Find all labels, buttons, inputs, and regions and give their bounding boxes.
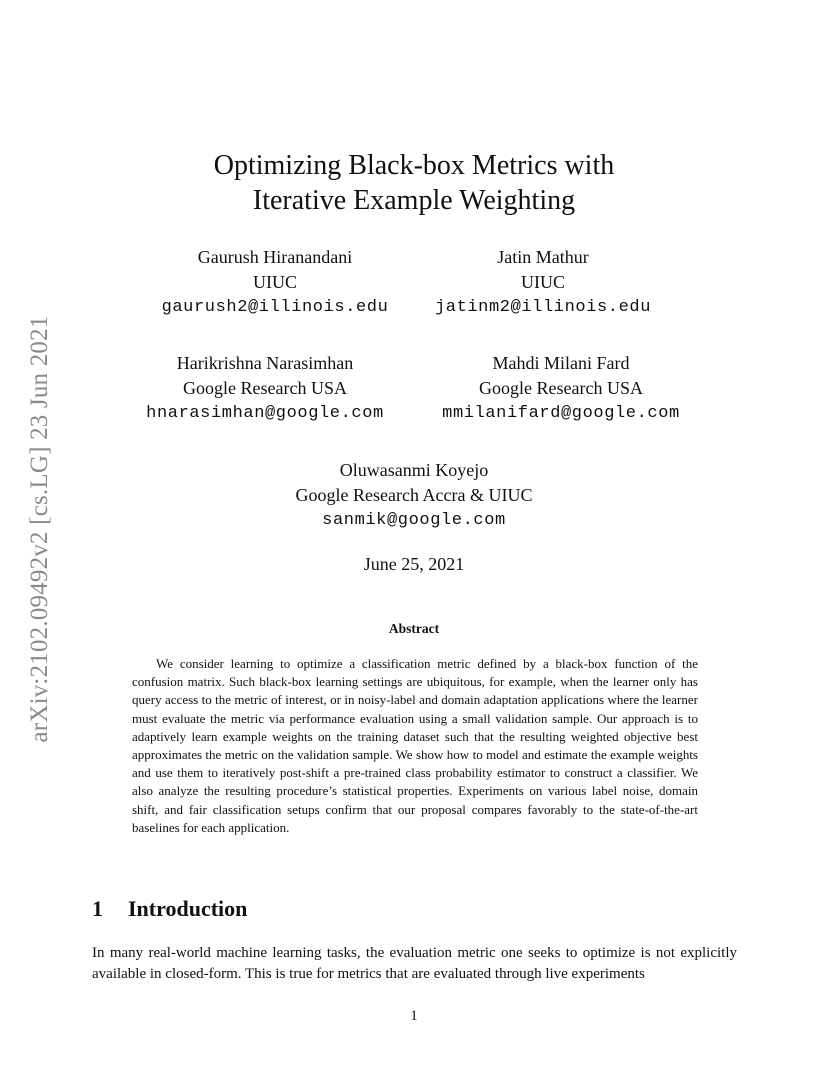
author-name: Oluwasanmi Koyejo [339,460,489,480]
author-name: Mahdi Milani Fard [492,353,630,373]
section-heading [92,894,247,924]
author-affiliation: UIUC [253,272,297,292]
author-block [249,458,579,533]
author-affiliation: Google Research USA [183,378,347,398]
section-paragraph: In many real-world machine learning tasks, the evaluation metric one seeks to optimize is not explicitly available in closed-form. This is true for metrics that are evaluated through live experiments [92,945,737,982]
section-title: Introduction [128,896,248,921]
title-line-1: Optimizing Black-box Metrics with [213,150,615,181]
arxiv-identifier-stamp: arXiv:2102.09492v2 [cs.LG] 23 Jun 2021 [26,315,53,743]
abstract-text: We consider learning to optimize a classification metric defined by a black-box function of the confusion matrix. Such black-box learning settings are ubiquitous, for example, when the learner only has query access to the metric of interest, or in noisy-label and domain adaptation applications where the learner must evaluate the metric via performance evaluation using a small validation sample. Our approach is to adaptively learn example weights on the training dataset such that the resulting weighted objective best approximates the metric on the validation sample. We show how to model and estimate the example weights and use them to iteratively post-shift a pre-trained class probability estimator to construct a classifier. We also analyze the resulting procedure’s statistical properties. Experiments on various label noise, domain shift, and fair classification setups confirm that our proposal compares favorably to the state-of-the-art baselines for each application. [132,656,698,835]
author-block [396,351,726,426]
page-number: 1 [410,1008,418,1024]
section-number: 1 [92,896,103,921]
author-block [378,245,708,320]
author-affiliation: UIUC [521,272,565,292]
author-email: gaurush2@illinois.edu [161,298,389,317]
publication-date: June 25, 2021 [363,554,465,574]
author-block [100,351,430,426]
author-name: Jatin Mathur [497,247,589,267]
author-email: sanmik@google.com [322,511,506,530]
author-affiliation: Google Research Accra & UIUC [295,485,533,505]
author-name: Harikrishna Narasimhan [176,353,354,373]
author-name: Gaurush Hiranandani [197,247,353,267]
paper-title [0,148,828,218]
author-email: hnarasimhan@google.com [146,404,384,423]
title-line-2: Iterative Example Weighting [252,185,576,216]
abstract-heading: Abstract [388,621,440,636]
author-affiliation: Google Research USA [479,378,643,398]
author-email: mmilanifard@google.com [442,404,680,423]
author-email: jatinm2@illinois.edu [434,298,652,317]
